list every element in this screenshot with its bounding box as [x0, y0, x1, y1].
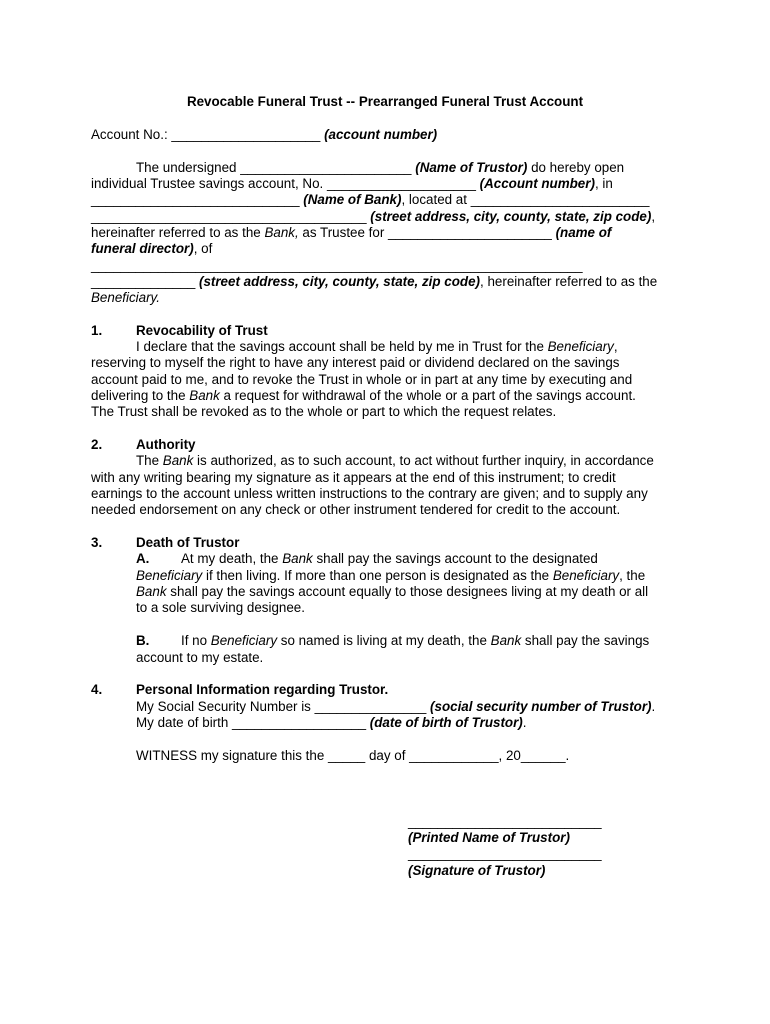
section-3-a-label: A. — [136, 551, 150, 566]
section-3-b-line-2: account to my estate. — [136, 650, 264, 665]
section-2-line-3: earnings to the account unless written instructions to the contrary are given; and to supply any — [91, 486, 648, 501]
printed-name-line: __________________________ — [408, 814, 602, 829]
intro-line-6: funeral director), of — [91, 241, 213, 256]
section-1-line-2: reserving to myself the right to have any interest paid or dividend declared on the savings — [91, 355, 620, 370]
section-1-line-3: account paid to me, and to revoke the Trust in whole or in part at any time by executing and — [91, 372, 633, 387]
section-1-number: 1. — [91, 323, 103, 338]
section-3-number: 3. — [91, 535, 103, 550]
section-3-heading: Death of Trustor — [136, 535, 240, 550]
section-3-a-line-4: to a sole surviving designee. — [136, 600, 305, 615]
section-4-heading: Personal Information regarding Trustor. — [136, 682, 389, 697]
bank-name-hint: (Name of Bank) — [303, 192, 402, 207]
printed-name-caption: (Printed Name of Trustor) — [408, 830, 570, 845]
ssn-line: My Social Security Number is _______________ (social security number of Trustor). — [136, 699, 656, 714]
section-1-heading: Revocability of Trust — [136, 323, 268, 338]
section-4-number: 4. — [91, 682, 103, 697]
intro-line-3: ____________________________ (Name of Bank), located at ________________________ — [91, 192, 650, 207]
dob-line: My date of birth __________________ (date of birth of Trustor). — [136, 715, 527, 730]
intro-line-1: The undersigned _______________________ (Name of Trustor) do hereby open — [136, 160, 625, 175]
section-2-line-1: The Bank is authorized, as to such account, to act without further inquiry, in accordance — [136, 453, 654, 468]
bank-address-hint: (street address, city, county, state, zip code) — [370, 209, 652, 224]
trustor-name-hint: (Name of Trustor) — [415, 160, 528, 175]
ssn-hint: (social security number of Trustor) — [430, 699, 652, 714]
section-1-line-1: I declare that the savings account shall be held by me in Trust for the Beneficiary, — [136, 339, 618, 354]
intro-line-7: __________________________________________________________________ — [91, 258, 583, 273]
intro-line-4: _____________________________________ (street address, city, county, state, zip code), — [91, 209, 656, 224]
signature-caption: (Signature of Trustor) — [408, 863, 546, 878]
account-hint: (account number) — [324, 127, 438, 142]
section-3-b-label: B. — [136, 633, 150, 648]
signature-line: __________________________ — [408, 846, 602, 861]
funeral-director-hint: (name of — [555, 225, 612, 240]
beneficiary-address-hint: (street address, city, county, state, zip code) — [198, 274, 481, 289]
section-1-line-5: The Trust shall be revoked as to the whole or part to which the request relates. — [91, 404, 557, 419]
account-label: Account No.: ____________________ — [91, 127, 325, 142]
account-line — [91, 127, 437, 143]
intro-line-5: hereinafter referred to as the Bank, as Trustee for ______________________ (name of — [91, 225, 612, 240]
section-3-b-line-1: If no Beneficiary so named is living at my death, the Bank shall pay the savings — [181, 633, 650, 648]
section-2-number: 2. — [91, 437, 103, 452]
intro-line-2: individual Trustee savings account, No. ____________________ (Account number), in — [91, 176, 613, 191]
witness-line: WITNESS my signature this the _____ day of ____________, 20______. — [136, 748, 570, 763]
intro-line-9: Beneficiary. — [91, 290, 160, 305]
section-3-a-line-3: Bank shall pay the savings account equally to those designees living at my death or all — [136, 584, 649, 599]
dob-hint: (date of birth of Trustor) — [369, 715, 523, 730]
section-3-a-line-1: At my death, the Bank shall pay the savings account to the designated — [181, 551, 598, 566]
intro-line-8: ______________ (street address, city, county, state, zip code), hereinafter referred to as the — [91, 274, 658, 289]
section-2-line-2: with any writing bearing my signature as it appears at the end of this instrument; to credit — [91, 470, 616, 485]
document-title: Revocable Funeral Trust -- Prearranged Funeral Trust Account — [186, 94, 584, 109]
section-3-a-line-2: Beneficiary if then living. If more than one person is designated as the Beneficiary, the — [136, 568, 646, 583]
section-2-line-4: needed endorsement on any check or other instrument tendered for credit to the account. — [91, 502, 621, 517]
account-number-hint: (Account number) — [479, 176, 595, 191]
section-2-heading: Authority — [136, 437, 196, 452]
section-1-line-4: delivering to the Bank a request for withdrawal of the whole or a part of the savings account. — [91, 388, 636, 403]
